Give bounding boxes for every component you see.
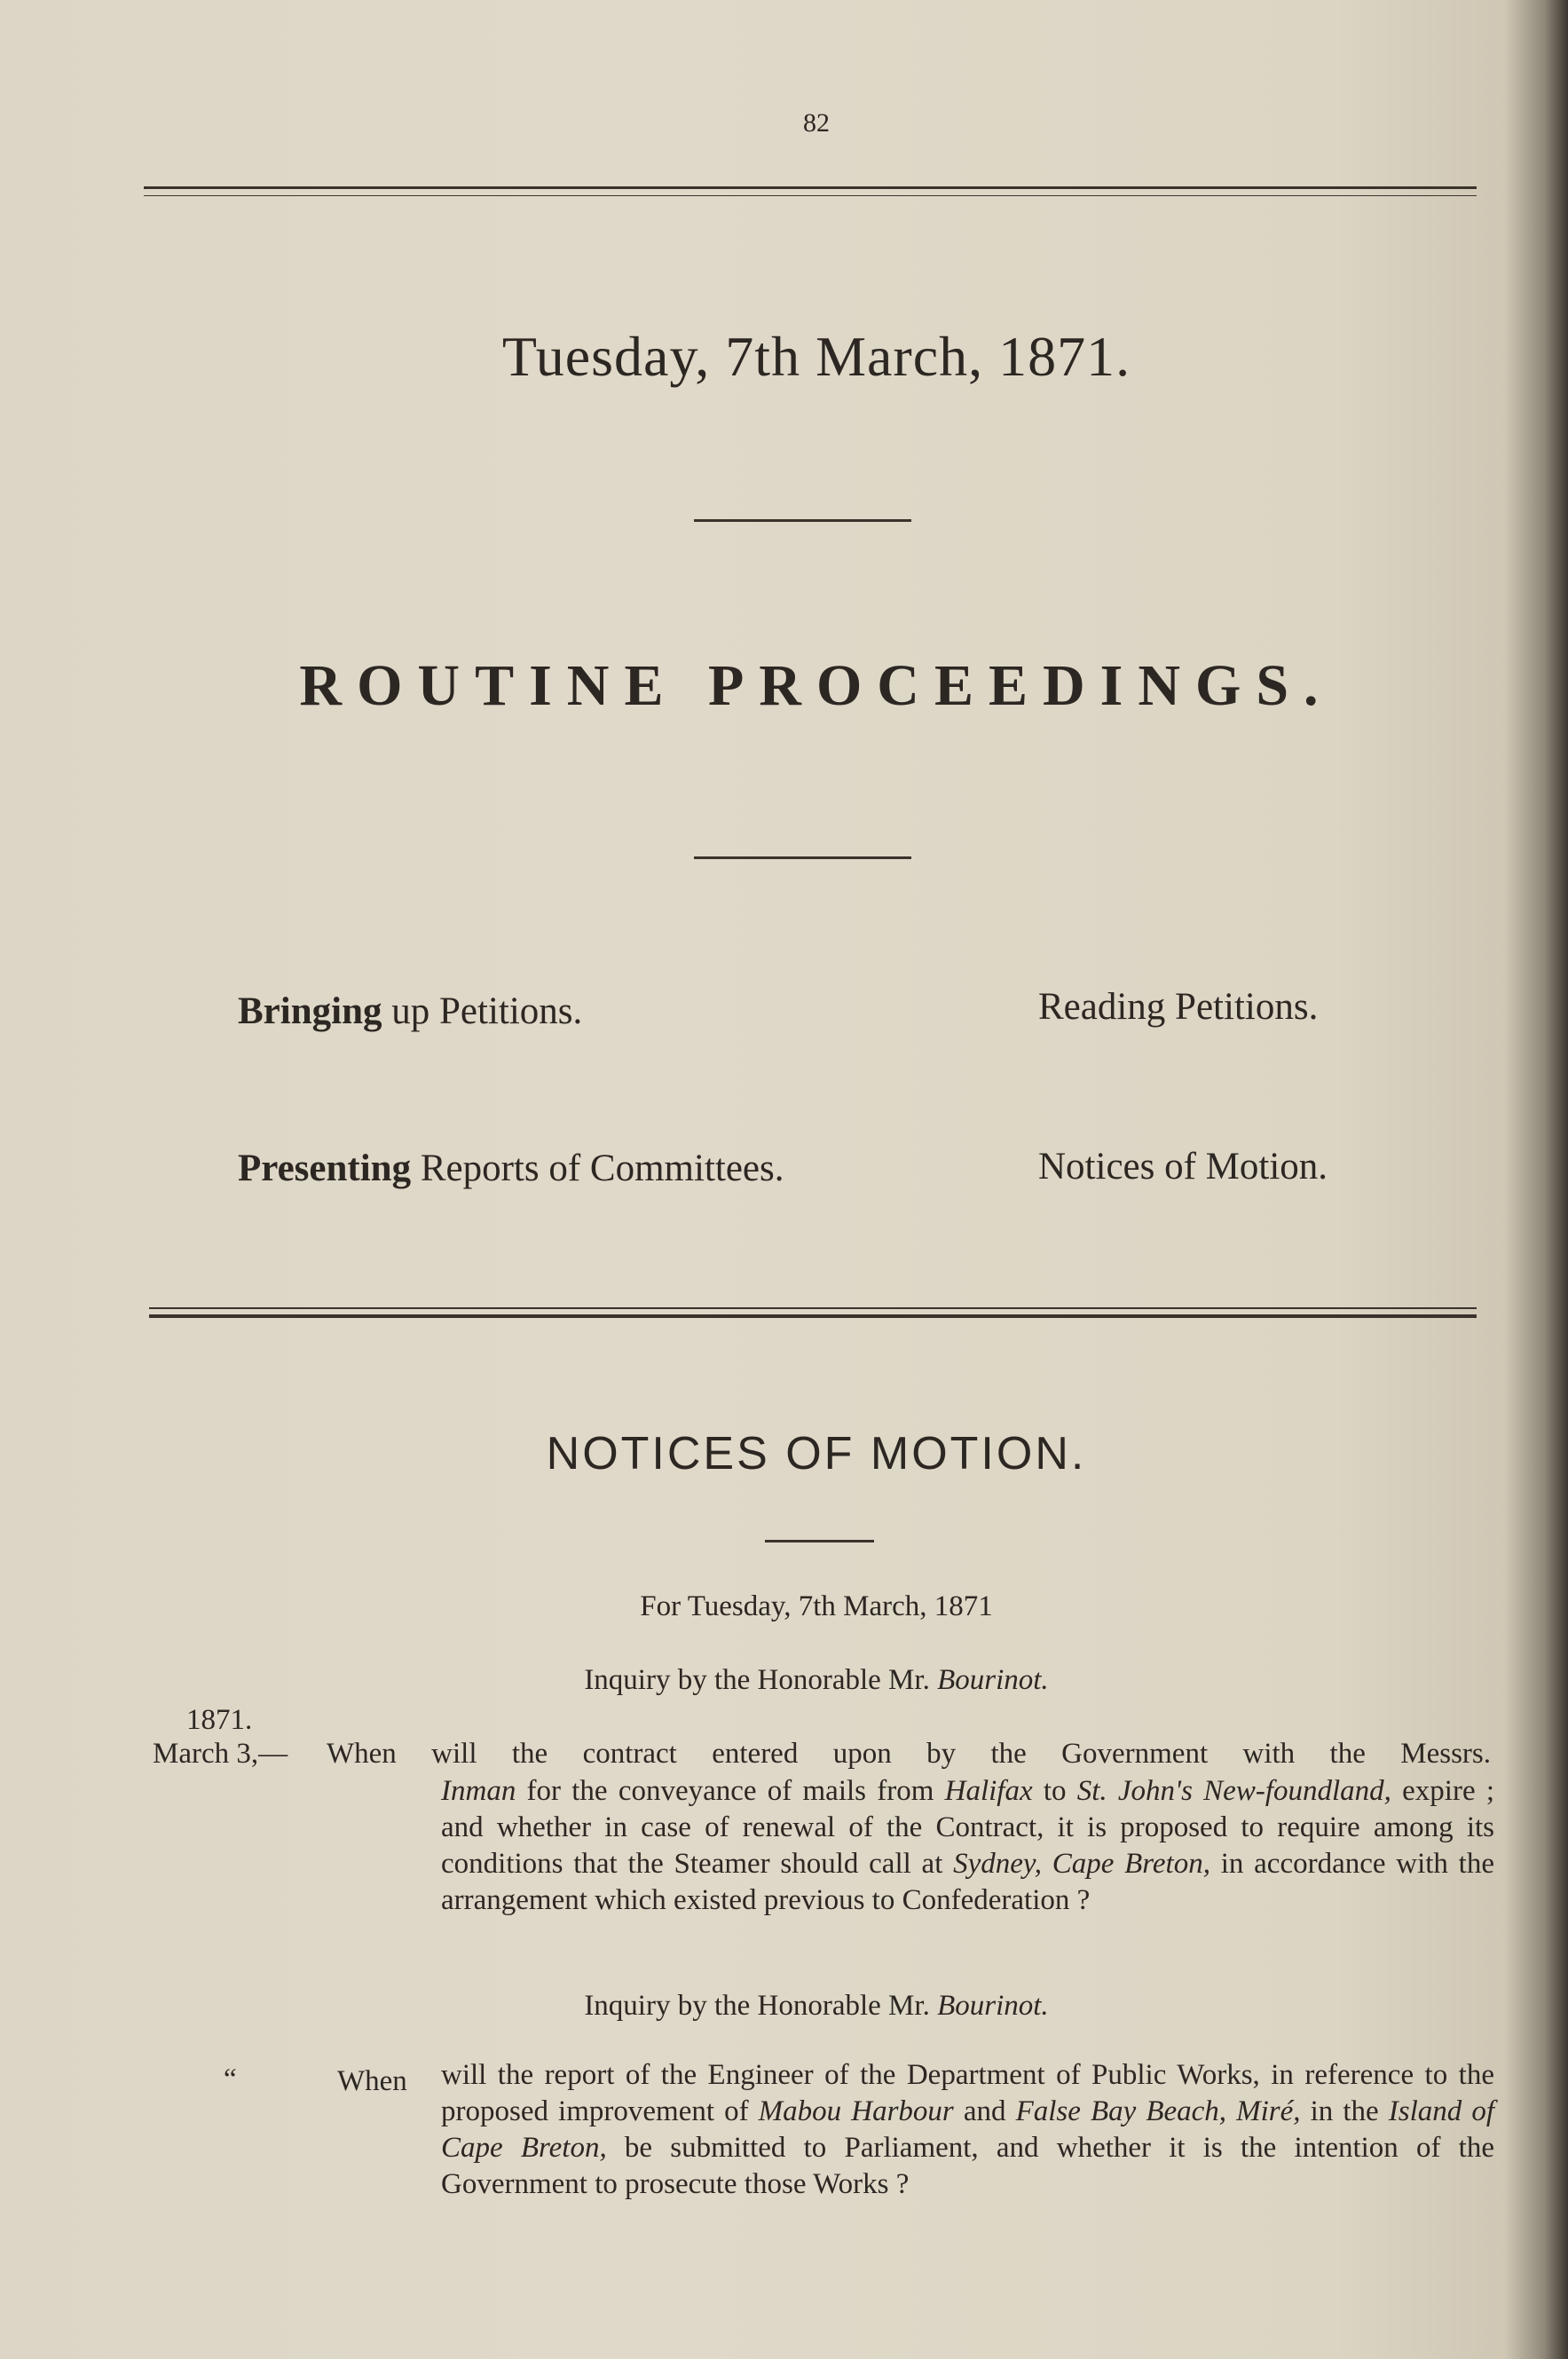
routine-item-rest: up Petitions.	[382, 990, 583, 1032]
routine-item-reading-petitions: Reading Petitions.	[1038, 986, 1319, 1028]
page-number: 82	[803, 108, 830, 138]
motion-text-span: expire ; and whether in case of renewal of the Contract, it is proposed to require among its conditions that the Steamer should call at	[441, 1775, 1494, 1880]
divider	[765, 1540, 874, 1542]
inquiry-name: Bourinot.	[937, 1664, 1049, 1696]
motion-italic: Island of Cape Breton,	[441, 2095, 1494, 2164]
ditto-mark: “	[224, 2063, 237, 2095]
routine-item-bringing-petitions	[238, 990, 582, 1033]
motion-first-word: When	[337, 2065, 407, 2097]
divider	[694, 856, 911, 859]
inquiry-heading	[0, 1990, 1568, 2023]
margin-year: 1871.	[186, 1704, 253, 1736]
inquiry-name: Bourinot.	[937, 1990, 1049, 2022]
motion-text-span: in the	[1300, 2095, 1389, 2127]
motion-text	[441, 2057, 1494, 2203]
routine-item-notices-of-motion: Notices of Motion.	[1038, 1146, 1328, 1187]
top-rule	[144, 186, 1477, 189]
motion-italic: St. John's New-foundland,	[1076, 1775, 1391, 1807]
motion-text-span: and	[953, 2095, 1016, 2127]
section-title: ROUTINE PROCEEDINGS.	[299, 653, 1334, 718]
motion-italic: Inman	[441, 1775, 516, 1807]
top-rule-thin	[144, 195, 1477, 196]
motion-text-span: in accordance with the arrangement which existed previous to Confederation ?	[441, 1848, 1494, 1916]
routine-item-strong: Bringing	[238, 990, 382, 1032]
routine-item-presenting-reports	[238, 1147, 784, 1190]
inquiry-prefix: Inquiry by the Honorable Mr.	[584, 1990, 938, 2022]
inquiry-heading	[0, 1664, 1568, 1697]
middle-rule-thick	[149, 1314, 1477, 1318]
notices-heading: NOTICES OF MOTION.	[546, 1428, 1087, 1479]
for-date: For Tuesday, 7th March, 1871	[640, 1590, 993, 1622]
motion-italic: Mabou Harbour	[758, 2095, 954, 2127]
routine-item-rest: Reports of Committees.	[411, 1148, 784, 1189]
motion-italic: Sydney, Cape Breton,	[953, 1848, 1210, 1880]
motion-first-line: When will the contract entered upon by the Government with the Messrs.	[327, 1738, 1491, 1770]
motion-text-span: be submitted to Parliament, and whether it is the intention of the Government to prosecute those Works ?	[441, 2132, 1495, 2200]
motion-text-span: to	[1032, 1775, 1077, 1807]
motion-italic: False Bay Beach, Miré,	[1015, 2095, 1301, 2127]
motion-text-span: for the conveyance of mails from	[516, 1775, 945, 1807]
routine-item-strong: Presenting	[238, 1148, 412, 1189]
date-title: Tuesday, 7th March, 1871.	[501, 325, 1131, 388]
motion-text-span: will the report of the Engineer of the Department of Public Works, in reference to the proposed improvement of	[441, 2059, 1494, 2127]
divider	[694, 519, 911, 522]
inquiry-prefix: Inquiry by the Honorable Mr.	[584, 1664, 938, 1696]
margin-date: March 3,—	[153, 1738, 288, 1770]
middle-rule	[149, 1307, 1477, 1309]
motion-text	[441, 1773, 1494, 1919]
motion-italic: Halifax	[944, 1775, 1033, 1807]
